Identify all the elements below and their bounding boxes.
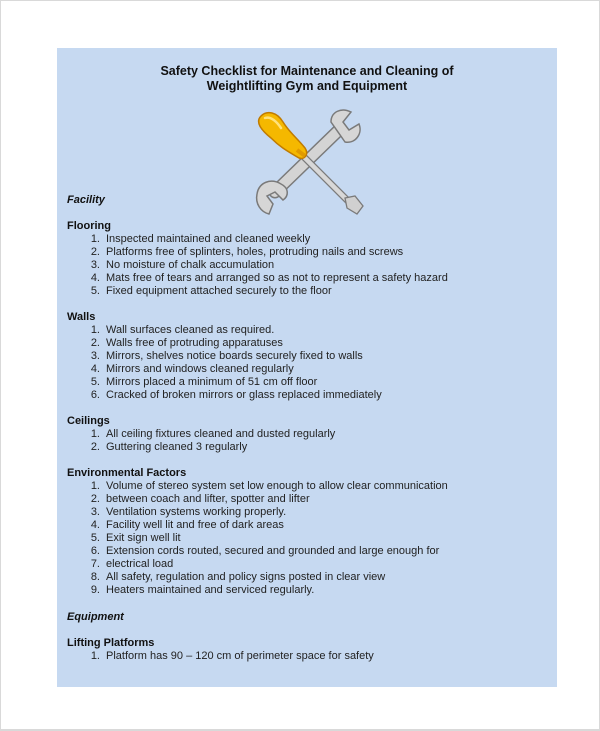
title-line-2: Weightlifting Gym and Equipment bbox=[206, 79, 408, 93]
title-line-1: Safety Checklist for Maintenance and Cleaning of bbox=[160, 64, 454, 78]
list-item: 5. Exit sign well lit bbox=[90, 532, 181, 544]
list-item: 9. Heaters maintained and serviced regularly. bbox=[90, 584, 315, 596]
list-item: 3. Ventilation systems working properly. bbox=[90, 506, 287, 518]
list-item: 6. Cracked of broken mirrors or glass replaced immediately bbox=[90, 389, 382, 401]
list-item: 2. between coach and lifter, spotter and lifter bbox=[90, 493, 310, 505]
section-heading-equipment: Equipment bbox=[67, 611, 124, 623]
list-item: 1. Inspected maintained and cleaned weekly bbox=[90, 233, 311, 245]
list-item: 3. Mirrors, shelves notice boards securely fixed to walls bbox=[90, 350, 363, 362]
list-item: 3. No moisture of chalk accumulation bbox=[90, 259, 275, 271]
list-item: 4. Facility well lit and free of dark areas bbox=[90, 519, 284, 531]
ceilings-list bbox=[83, 428, 335, 454]
list-item: 4. Mirrors and windows cleaned regularly bbox=[90, 363, 294, 375]
list-item: 4. Mats free of tears and arranged so as not to represent a safety hazard bbox=[90, 272, 448, 284]
checklist-panel bbox=[57, 48, 557, 687]
group-heading-flooring: Flooring bbox=[67, 220, 111, 232]
list-item: 6. Extension cords routed, secured and grounded and large enough for bbox=[90, 545, 440, 557]
list-item: 5. Mirrors placed a minimum of 51 cm off floor bbox=[90, 376, 318, 388]
list-item: 2. Platforms free of splinters, holes, protruding nails and screws bbox=[90, 246, 404, 258]
list-item: 1. All ceiling fixtures cleaned and dusted regularly bbox=[90, 428, 336, 440]
lifting-platforms-list bbox=[83, 650, 374, 663]
wrench-and-screwdriver-icon bbox=[247, 108, 372, 218]
group-heading-lifting-platforms: Lifting Platforms bbox=[67, 637, 155, 649]
group-heading-ceilings: Ceilings bbox=[67, 415, 110, 427]
environmental-factors-list bbox=[83, 480, 448, 597]
list-item: 1. Volume of stereo system set low enough to allow clear communication bbox=[90, 480, 448, 492]
list-item: 1. Platform has 90 – 120 cm of perimeter space for safety bbox=[90, 650, 374, 662]
section-heading-facility: Facility bbox=[67, 194, 105, 206]
flooring-list bbox=[83, 233, 448, 298]
group-heading-walls: Walls bbox=[67, 311, 96, 323]
list-item: 5. Fixed equipment attached securely to the floor bbox=[90, 285, 332, 297]
group-heading-environmental-factors: Environmental Factors bbox=[67, 467, 187, 479]
list-item: 2. Guttering cleaned 3 regularly bbox=[90, 441, 248, 453]
list-item: 8. All safety, regulation and policy signs posted in clear view bbox=[90, 571, 386, 583]
list-item: 2. Walls free of protruding apparatuses bbox=[90, 337, 283, 349]
walls-list bbox=[83, 324, 382, 402]
list-item: 1. Wall surfaces cleaned as required. bbox=[90, 324, 275, 336]
list-item: 7. electrical load bbox=[90, 558, 174, 570]
document-title bbox=[57, 64, 557, 94]
